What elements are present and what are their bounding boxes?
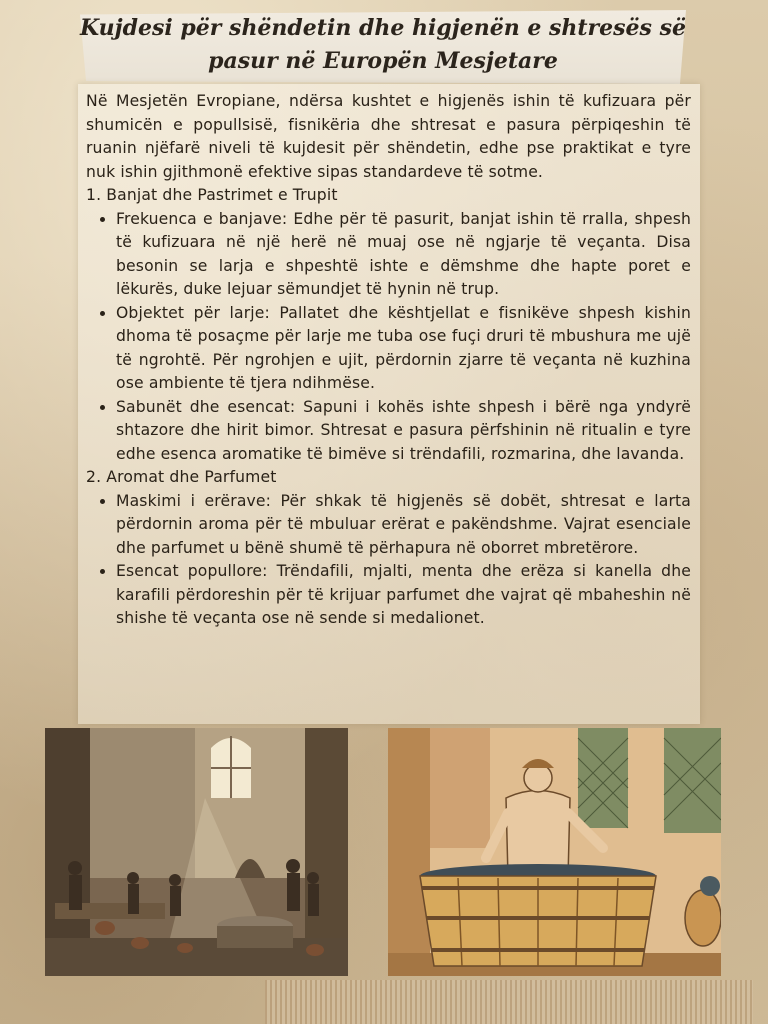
section-heading-baths: 1. Banjat dhe Pastrimet e Trupit [86, 186, 338, 204]
page-title: Kujdesi për shëndetin dhe higjenën e shtresës së pasur në Europën Mesjetare [80, 15, 686, 74]
list-item: • Sabunët dhe esencat: Sapuni i kohës ishte shpesh i bërë nga yndyrë shtazore dhe hirit bimor. Shtresat e pasura përfshinin në ritualin e tyre edhe esenca aromatike të bimëve si trëndafili, rozmarina, dhe lavanda. [116, 396, 691, 467]
perfume-list [86, 490, 691, 631]
list-item: • Maskimi i erërave: Për shkak të higjenës së dobët, shtresat e larta përdornin aroma për të mbuluar erërat e pakëndshme. Vajrat esenciale dhe parfumet u bënë shumë të përhapura në oborret mbretërore. [116, 490, 691, 561]
wooden-tub-illustration [388, 728, 721, 976]
section-heading-perfumes: 2. Aromat dhe Parfumet [86, 468, 277, 486]
article-body [86, 90, 691, 631]
list-item: • Frekuenca e banjave: Edhe për të pasurit, banjat ishin të rralla, shpesh të kufizuara në një herë në muaj ose në ngjarje të veçanta. Disa besonin se larja e shpeshtë ishte e dëmshme dhe hapte poret e lëkurës, duke lejuar sëmundjet të hynin në trup. [116, 208, 691, 302]
decorative-strip [265, 980, 753, 1024]
bathhouse-illustration [45, 728, 348, 976]
intro-paragraph: Në Mesjetën Evropiane, ndërsa kushtet e higjenës ishin të kufizuara për shumicën e popullsisë, fisnikëria dhe shtresat e pasura përpiqeshin të ruanin njëfarë niveli të kujdesit për shëndetin, edhe pse praktikat e tyre nuk ishin gjithmonë efektive sipas standardeve të sotme. [86, 92, 691, 181]
list-item: • Esencat popullore: Trëndafili, mjalti, menta dhe erëza si kanella dhe karafili përdoreshin për të krijuar parfumet dhe vajrat që mbaheshin në shishe të veçanta ose në sende si medalionet. [116, 560, 691, 631]
bath-list [86, 208, 691, 467]
list-item: • Objektet për larje: Pallatet dhe kështjellat e fisnikëve shpesh kishin dhoma të posaçme për larje me tuba ose fuçi druri të mbushura me ujë të ngrohtë. Për ngrohjen e ujit, përdornin zjarre të veçanta në kuzhina ose ambiente të tjera ndihmëse. [116, 302, 691, 396]
